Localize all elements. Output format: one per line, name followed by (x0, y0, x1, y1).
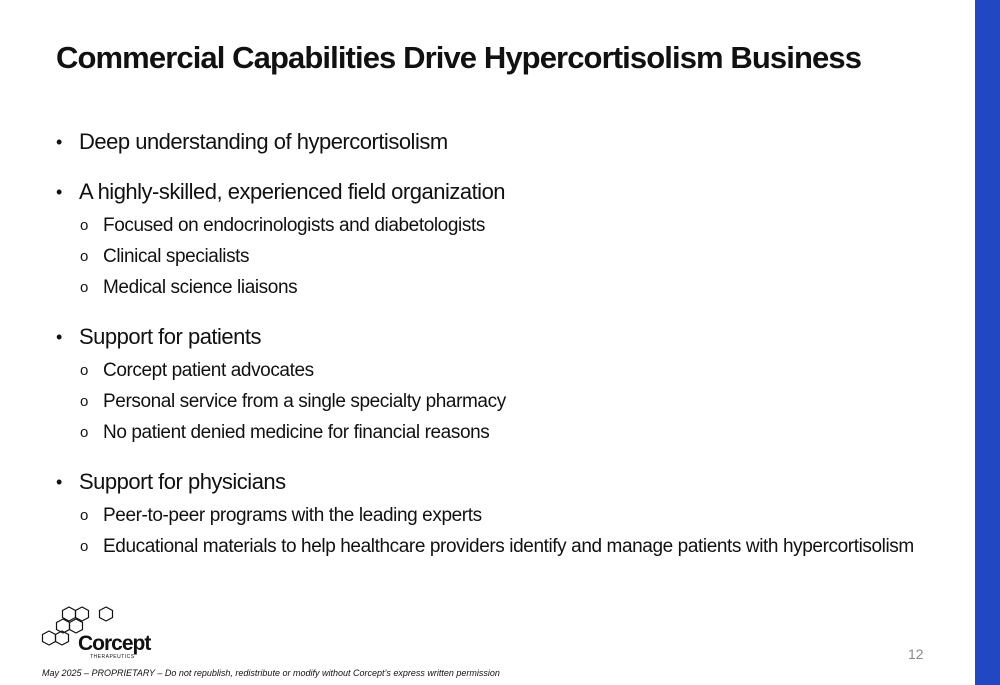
sub-bullet-circle-icon: o (80, 362, 88, 379)
bullet-text: Support for physicians (79, 469, 286, 494)
sub-bullet-circle-icon: o (80, 424, 88, 441)
sub-bullet-circle-icon: o (80, 248, 88, 265)
sub-bullet-text: Educational materials to help healthcare providers identify and manage patients with hypercortisolism (103, 536, 914, 557)
sub-bullet-item (56, 210, 956, 241)
sub-bullet-item (56, 500, 956, 531)
bullet-dot-icon: • (56, 132, 62, 152)
bullet-list (56, 126, 956, 562)
bullet-text: A highly-skilled, experienced field organization (79, 179, 506, 204)
bullet-dot-icon: • (56, 327, 62, 347)
sub-bullet-item (56, 241, 956, 272)
sub-bullet-item (56, 272, 956, 303)
bullet-item (56, 126, 956, 158)
sub-bullet-circle-icon: o (80, 507, 88, 524)
sub-bullet-text: Peer-to-peer programs with the leading experts (103, 505, 482, 526)
sub-bullet-text: No patient denied medicine for financial reasons (103, 422, 490, 443)
sub-bullet-circle-icon: o (80, 217, 88, 234)
bullet-item (56, 176, 956, 303)
accent-sidebar-bar (975, 0, 1000, 685)
sub-bullet-circle-icon: o (80, 538, 88, 555)
bullet-item (56, 466, 956, 562)
bullet-text: Support for patients (79, 324, 262, 349)
sub-bullet-circle-icon: o (80, 393, 88, 410)
bullet-text: Deep understanding of hypercortisolism (79, 129, 448, 154)
sub-bullet-text: Clinical specialists (103, 246, 250, 267)
sub-bullet-list (79, 355, 956, 448)
logo-tagline: THERAPEUTICS (90, 654, 135, 660)
bullet-dot-icon: • (56, 182, 62, 202)
sub-bullet-item (56, 417, 956, 448)
sub-bullet-text: Medical science liaisons (103, 277, 298, 298)
sub-bullet-text: Personal service from a single specialty pharmacy (103, 391, 506, 412)
sub-bullet-list (79, 210, 956, 303)
sub-bullet-text: Corcept patient advocates (103, 360, 314, 381)
sub-bullet-item (56, 386, 956, 417)
slide-title: Commercial Capabilities Drive Hypercortisolism Business (56, 40, 862, 75)
bullet-item (56, 321, 956, 448)
sub-bullet-item (56, 531, 956, 562)
page-number: 12 (908, 646, 924, 662)
sub-bullet-text: Focused on endocrinologists and diabetologists (103, 215, 485, 236)
sub-bullet-item (56, 355, 956, 386)
bullet-dot-icon: • (56, 472, 62, 492)
footer-disclaimer: May 2025 – PROPRIETARY – Do not republish, redistribute or modify without Corcept’s express written permission (42, 668, 500, 678)
logo-wordmark: Corcept (78, 632, 151, 655)
sub-bullet-list (79, 500, 956, 562)
sub-bullet-circle-icon: o (80, 279, 88, 296)
